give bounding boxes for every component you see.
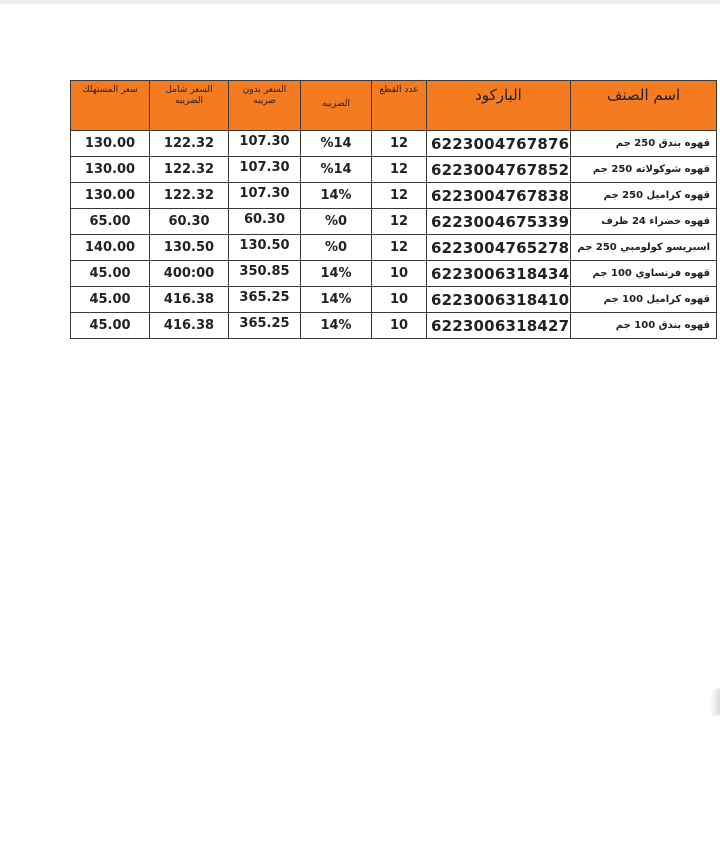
tax-cell: %0: [301, 209, 372, 235]
price-no-tax-cell: 107.30: [229, 183, 301, 209]
item-name-cell: قهوه خضراء 24 ظرف: [571, 209, 717, 235]
price-with-tax-cell: 122.32: [150, 131, 229, 157]
pieces-cell: 10: [372, 287, 427, 313]
barcode-cell: 6223006318410: [427, 287, 571, 313]
table-row: [71, 157, 717, 183]
price-no-tax-cell: 130.50: [229, 235, 301, 261]
item-name-cell: اسبريسو كولومبي 250 جم: [571, 235, 717, 261]
header-consumer-price: سعر المستهلك: [71, 81, 150, 131]
price-no-tax-cell: 107.30: [229, 131, 301, 157]
price-with-tax-cell: 416.38: [150, 287, 229, 313]
pieces-cell: 12: [372, 157, 427, 183]
tax-cell: 14%: [301, 261, 372, 287]
page-edge-shadow: [710, 688, 720, 718]
table-row: [71, 313, 717, 339]
pieces-cell: 12: [372, 131, 427, 157]
tax-cell: 14%: [301, 287, 372, 313]
tax-cell: %14: [301, 131, 372, 157]
consumer-price-cell: 140.00: [71, 235, 150, 261]
barcode-cell: 6223006318434: [427, 261, 571, 287]
price-with-tax-cell: 400:00: [150, 261, 229, 287]
pieces-cell: 10: [372, 261, 427, 287]
table-row: [71, 287, 717, 313]
item-name-cell: قهوه بندق 100 جم: [571, 313, 717, 339]
header-barcode: الباركود: [427, 81, 571, 131]
consumer-price-cell: 130.00: [71, 131, 150, 157]
item-name-cell: قهوه شوكولاته 250 جم: [571, 157, 717, 183]
pieces-cell: 12: [372, 209, 427, 235]
price-no-tax-cell: 365.25: [229, 313, 301, 339]
header-price-no-tax: السعر بدون ضريبه: [229, 81, 301, 131]
barcode-cell: 6223004675339: [427, 209, 571, 235]
price-with-tax-cell: 416.38: [150, 313, 229, 339]
table-row: [71, 183, 717, 209]
price-with-tax-cell: 60.30: [150, 209, 229, 235]
price-table: [70, 80, 717, 339]
price-no-tax-cell: 365.25: [229, 287, 301, 313]
table-row: [71, 235, 717, 261]
item-name-cell: قهوه بندق 250 جم: [571, 131, 717, 157]
price-with-tax-cell: 122.32: [150, 157, 229, 183]
tax-cell: 14%: [301, 313, 372, 339]
price-with-tax-cell: 122.32: [150, 183, 229, 209]
barcode-cell: 6223004767838: [427, 183, 571, 209]
table-row: [71, 131, 717, 157]
header-price-with-tax: السعر شامل الضريبه: [150, 81, 229, 131]
price-no-tax-cell: 350.85: [229, 261, 301, 287]
consumer-price-cell: 65.00: [71, 209, 150, 235]
table-row: [71, 261, 717, 287]
price-no-tax-cell: 60.30: [229, 209, 301, 235]
price-with-tax-cell: 130.50: [150, 235, 229, 261]
consumer-price-cell: 130.00: [71, 183, 150, 209]
pieces-cell: 10: [372, 313, 427, 339]
consumer-price-cell: 45.00: [71, 313, 150, 339]
consumer-price-cell: 45.00: [71, 261, 150, 287]
item-name-cell: قهوه كراميل 100 جم: [571, 287, 717, 313]
header-row: [71, 81, 717, 131]
tax-cell: %14: [301, 157, 372, 183]
item-name-cell: قهوه فرنساوي 100 جم: [571, 261, 717, 287]
tax-cell: 14%: [301, 183, 372, 209]
consumer-price-cell: 130.00: [71, 157, 150, 183]
barcode-cell: 6223006318427: [427, 313, 571, 339]
barcode-cell: 6223004767852: [427, 157, 571, 183]
pieces-cell: 12: [372, 183, 427, 209]
table-body: [71, 131, 717, 339]
header-item-name: اسم الصنف: [571, 81, 717, 131]
top-edge-strip: [0, 0, 720, 4]
tax-cell: %0: [301, 235, 372, 261]
header-tax: الضريبه: [301, 81, 372, 131]
barcode-cell: 6223004767876: [427, 131, 571, 157]
pieces-cell: 12: [372, 235, 427, 261]
table-row: [71, 209, 717, 235]
item-name-cell: قهوه كراميل 250 جم: [571, 183, 717, 209]
consumer-price-cell: 45.00: [71, 287, 150, 313]
header-pieces: عدد القطع: [372, 81, 427, 131]
price-no-tax-cell: 107.30: [229, 157, 301, 183]
barcode-cell: 6223004765278: [427, 235, 571, 261]
